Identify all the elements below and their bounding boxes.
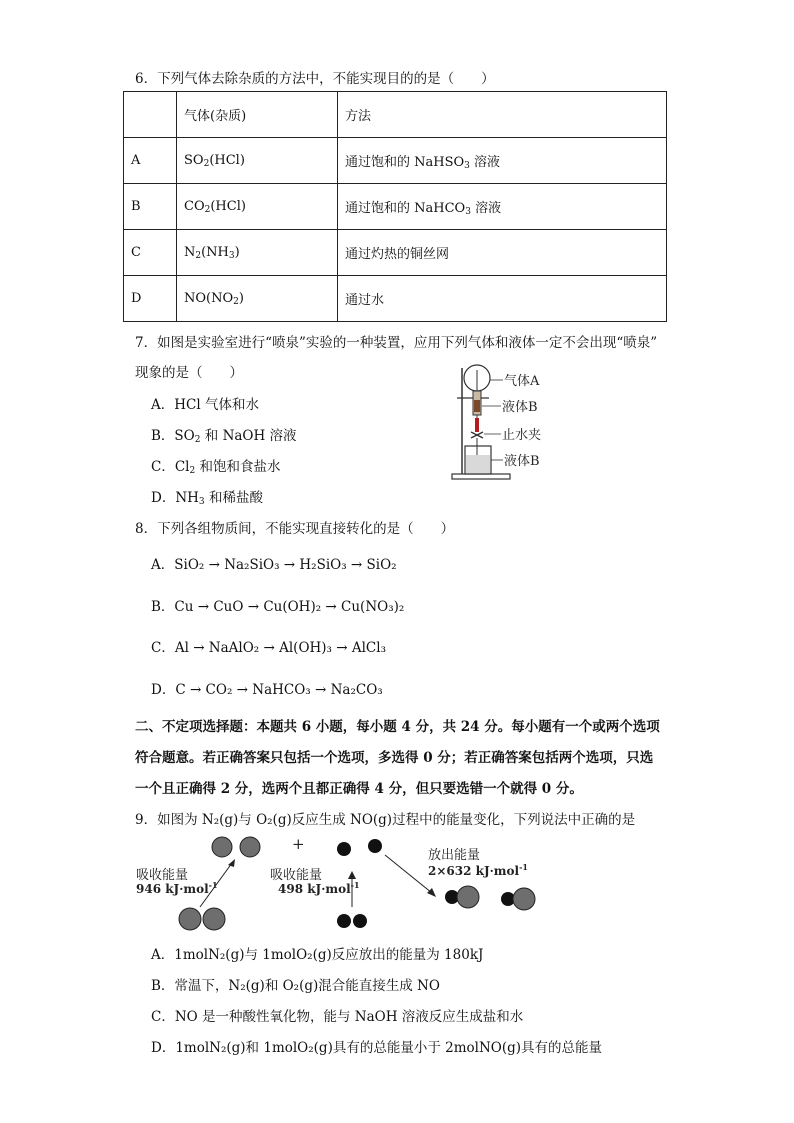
energy-diagram xyxy=(130,835,550,935)
gas-cell: $SO_2(HCl)$ xyxy=(177,138,338,184)
table-row xyxy=(124,276,667,322)
plus-sign: + xyxy=(292,835,305,853)
n-atom xyxy=(240,837,260,857)
method-cell: 通过灼热的铜丝网 xyxy=(338,230,667,276)
q9-option-d: D．1molN₂(g)和 1molO₂(g)具有的总能量小于 2molNO(g)具有的总能量 xyxy=(151,1040,603,1056)
q7-option-b: B．$SO_2$ 和 NaOH 溶液 xyxy=(151,428,297,445)
rubber-tube xyxy=(475,418,479,432)
gas-cell: $NO(NO_2)$ xyxy=(177,276,338,322)
beaker-liquid xyxy=(466,455,490,473)
q8-stem: 8．下列各组物质间，不能实现直接转化的是（ ） xyxy=(135,521,455,537)
section2-line2: 符合题意。若正确答案只包括一个选项，多选得 0 分；若正确答案包括两个选项，只选 xyxy=(135,750,654,766)
row-label: A xyxy=(124,138,177,184)
absorb1-title: 吸收能量 xyxy=(136,868,189,883)
o-atom xyxy=(337,842,351,856)
q7-stem-line1: 7．如图是实验室进行“喷泉”实验的一种装置，应用下列气体和液体一定不会出现“喷泉” xyxy=(135,335,658,351)
n-atom xyxy=(513,888,535,910)
absorb2-title: 吸收能量 xyxy=(270,868,323,883)
method-cell: 通过饱和的 NaHSO$_3$ 溶液 xyxy=(338,138,667,184)
q8-option-a: A．SiO₂ → Na₂SiO₃ → H₂SiO₃ → SiO₂ xyxy=(151,557,397,573)
fountain-apparatus-figure xyxy=(447,360,557,486)
q7-option-c: C．$Cl_2$ 和饱和食盐水 xyxy=(151,459,281,476)
release-value: 2×632 kJ·mol$^{-1}$ xyxy=(428,862,528,878)
table-header-cell: 方法 xyxy=(338,92,667,138)
q9-stem: 9．如图为 N₂(g)与 O₂(g)反应生成 NO(g)过程中的能量变化，下列说法中正确的是 xyxy=(135,812,636,828)
section2-line3: 一个且正确得 2 分，选两个且都正确得 4 分，但只要选错一个就得 0 分。 xyxy=(135,781,583,797)
q9-option-a: A．1molN₂(g)与 1molO₂(g)反应放出的能量为 180kJ xyxy=(151,947,484,963)
label-liquid-b-bottom: 液体B xyxy=(504,454,540,469)
liquid-in-dropper xyxy=(474,400,480,412)
label-gas-a: 气体A xyxy=(504,374,540,389)
o-atom xyxy=(353,914,367,928)
o-atom xyxy=(368,839,382,853)
q9-option-c: C．NO 是一种酸性氧化物，能与 NaOH 溶液反应生成盐和水 xyxy=(151,1009,524,1025)
method-cell: 通过水 xyxy=(338,276,667,322)
q7-stem-line2: 现象的是（ ） xyxy=(135,365,243,381)
q8-option-d: D．C → CO₂ → NaHCO₃ → Na₂CO₃ xyxy=(151,682,383,698)
table-row xyxy=(124,230,667,276)
label-clamp: 止水夹 xyxy=(502,428,542,443)
table-header-row xyxy=(124,92,667,138)
q7-option-a: A．HCl 气体和水 xyxy=(151,397,259,413)
method-cell: 通过饱和的 NaHCO$_3$ 溶液 xyxy=(338,184,667,230)
gas-cell: $N_2(NH_3)$ xyxy=(177,230,338,276)
gas-cell: $CO_2(HCl)$ xyxy=(177,184,338,230)
table-header-cell xyxy=(124,92,177,138)
n-atom xyxy=(212,837,232,857)
section2-line1: 二、不定项选择题：本题共 6 小题，每小题 4 分，共 24 分。每小题有一个或两个选项 xyxy=(135,719,660,735)
release-title: 放出能量 xyxy=(428,848,481,863)
q7-option-d: D．$NH_3$ 和稀盐酸 xyxy=(151,490,263,507)
row-label: B xyxy=(124,184,177,230)
table-row xyxy=(124,138,667,184)
n-atom xyxy=(179,908,201,930)
stand-base xyxy=(452,474,510,479)
row-label: D xyxy=(124,276,177,322)
q9-option-b: B．常温下，N₂(g)和 O₂(g)混合能直接生成 NO xyxy=(151,978,440,994)
absorb2-value: 498 kJ·mol$^{-1}$ xyxy=(278,880,360,896)
table-row xyxy=(124,184,667,230)
q6-stem: 6．下列气体去除杂质的方法中，不能实现目的的是（ ） xyxy=(135,71,495,87)
o-atom xyxy=(337,914,351,928)
q8-option-b: B．Cu → CuO → Cu(OH)₂ → Cu(NO₃)₂ xyxy=(151,599,405,615)
q8-option-c: C．Al → NaAlO₂ → Al(OH)₃ → AlCl₃ xyxy=(151,640,386,656)
n-atom xyxy=(457,886,479,908)
n-atom xyxy=(203,908,225,930)
table-header-cell: 气体(杂质) xyxy=(177,92,338,138)
arrow-down-icon xyxy=(385,855,432,893)
absorb1-value: 946 kJ·mol$^{-1}$ xyxy=(136,880,218,896)
row-label: C xyxy=(124,230,177,276)
q6-table xyxy=(123,91,667,322)
label-liquid-b-top: 液体B xyxy=(502,400,538,415)
